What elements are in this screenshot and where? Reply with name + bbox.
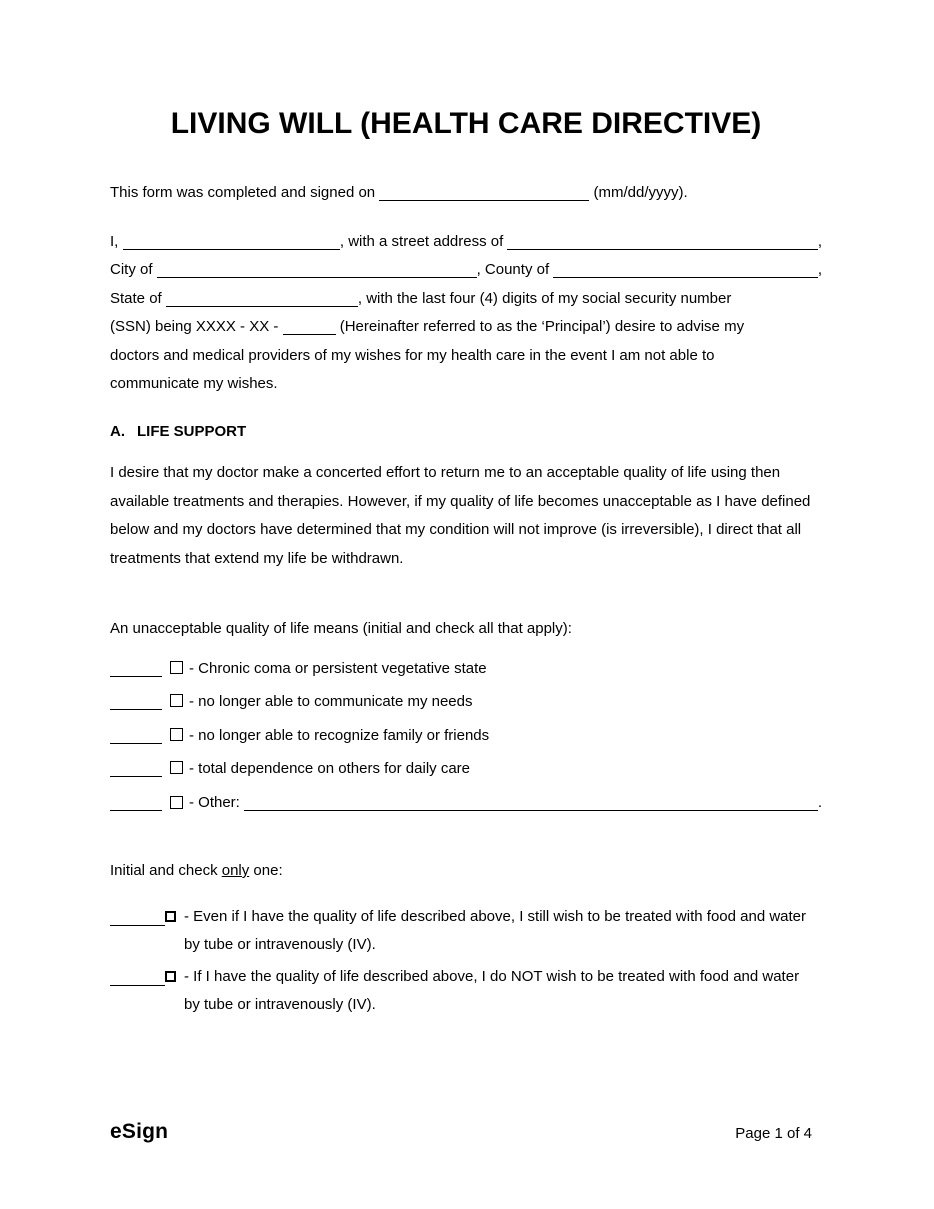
city-blank[interactable] (157, 274, 477, 278)
checklist-item (110, 722, 822, 751)
instruction-text: one: (249, 862, 283, 879)
section-a-paragraph: I desire that my doctor make a concerted effort to return me to an acceptable quality of life using then available treatments and therapies. However, if my quality of life becomes unacceptable as I have defined below and my doctors have determined that my condition will not improve (is irreversible), I direct that all treatments that extend my life be withdrawn. (110, 464, 811, 567)
initials-blank[interactable] (110, 807, 162, 811)
checklist-item-label: - Other: (189, 793, 245, 811)
ssn-last4-blank[interactable] (283, 319, 336, 335)
completion-line (110, 179, 822, 208)
state-blank[interactable] (166, 291, 358, 307)
checklist-item-label: - Chronic coma or persistent vegetative state (189, 659, 487, 677)
principal-text: , (817, 261, 822, 278)
principal-line-3 (110, 285, 822, 314)
instruction-text: Initial and check (110, 862, 222, 879)
principal-text: City of (110, 261, 157, 278)
checkbox-icon[interactable] (170, 661, 183, 674)
checklist-item (110, 755, 822, 784)
section-a-heading (110, 418, 822, 447)
option-text: - Even if I have the quality of life described above, I still wish to be treated with food and water by tube or intravenously (IV). (184, 907, 807, 953)
page-number: Page 1 of 4 (735, 1125, 812, 1142)
checklist-item-label: - no longer able to recognize family or friends (189, 726, 490, 744)
street-address-blank[interactable] (507, 246, 817, 250)
initials-blank[interactable] (110, 661, 162, 677)
checkbox-icon[interactable] (170, 796, 183, 809)
checkbox-icon[interactable] (170, 694, 183, 707)
date-blank[interactable] (379, 185, 589, 201)
principal-text: doctors and medical providers of my wishes for my health care in the event I am not able to (110, 346, 715, 364)
principal-line-1 (110, 228, 822, 257)
checklist-item-other (110, 789, 822, 818)
checklist-item (110, 655, 822, 684)
checklist-item-label: - no longer able to communicate my needs (189, 693, 473, 710)
principal-line-4 (110, 313, 822, 342)
esign-logo: eSign (110, 1120, 169, 1143)
checkbox-bold-icon[interactable] (165, 911, 176, 922)
principal-line-2 (110, 256, 822, 285)
quality-of-life-instruction: An unacceptable quality of life means (initial and check all that apply): (110, 620, 572, 637)
other-description-blank[interactable] (244, 807, 818, 811)
principal-text: I, (110, 232, 123, 250)
county-blank[interactable] (553, 274, 818, 278)
feeding-options (110, 903, 822, 1020)
completion-text-after: (mm/dd/yyyy). (589, 184, 688, 201)
other-period: . (817, 793, 822, 811)
principal-paragraph (110, 228, 822, 399)
principal-line-6 (110, 370, 822, 399)
checklist-item (110, 688, 822, 717)
principal-text: , County of (476, 261, 554, 278)
option-text: - If I have the quality of life described above, I do NOT wish to be treated with food and water by tube or intravenously (IV). (184, 967, 800, 1013)
completion-text-before: This form was completed and signed on (110, 184, 380, 201)
initials-blank[interactable] (110, 963, 165, 986)
checkbox-icon[interactable] (170, 728, 183, 741)
instruction-text-underlined: only (221, 862, 250, 879)
principal-text: State of (110, 289, 166, 307)
principal-text: , with a street address of (339, 232, 508, 250)
principal-line-5 (110, 342, 822, 371)
checklist-item-label: - total dependence on others for daily care (189, 760, 471, 777)
principal-text: (SSN) being XXXX - XX - (110, 318, 283, 335)
option-item (110, 903, 822, 960)
page-footer (110, 1120, 812, 1144)
initials-blank[interactable] (110, 728, 162, 744)
initial-one-instruction (110, 857, 822, 886)
name-blank[interactable] (123, 246, 340, 250)
initials-blank[interactable] (110, 761, 162, 777)
principal-text: (Hereinafter referred to as the ‘Principal’) desire to advise my (335, 318, 745, 335)
section-a-letter: A. (110, 422, 125, 440)
checkbox-icon[interactable] (170, 761, 183, 774)
quality-checklist (110, 655, 822, 818)
initials-blank[interactable] (110, 903, 165, 926)
section-a-title: LIFE SUPPORT (137, 422, 247, 440)
principal-text: , with the last four (4) digits of my social security number (357, 289, 732, 307)
principal-text: , (817, 232, 822, 250)
option-item (110, 963, 822, 1020)
initials-blank[interactable] (110, 694, 162, 710)
principal-text: communicate my wishes. (110, 375, 278, 392)
checkbox-bold-icon[interactable] (165, 971, 176, 982)
page-title: LIVING WILL (HEALTH CARE DIRECTIVE) (170, 107, 762, 140)
